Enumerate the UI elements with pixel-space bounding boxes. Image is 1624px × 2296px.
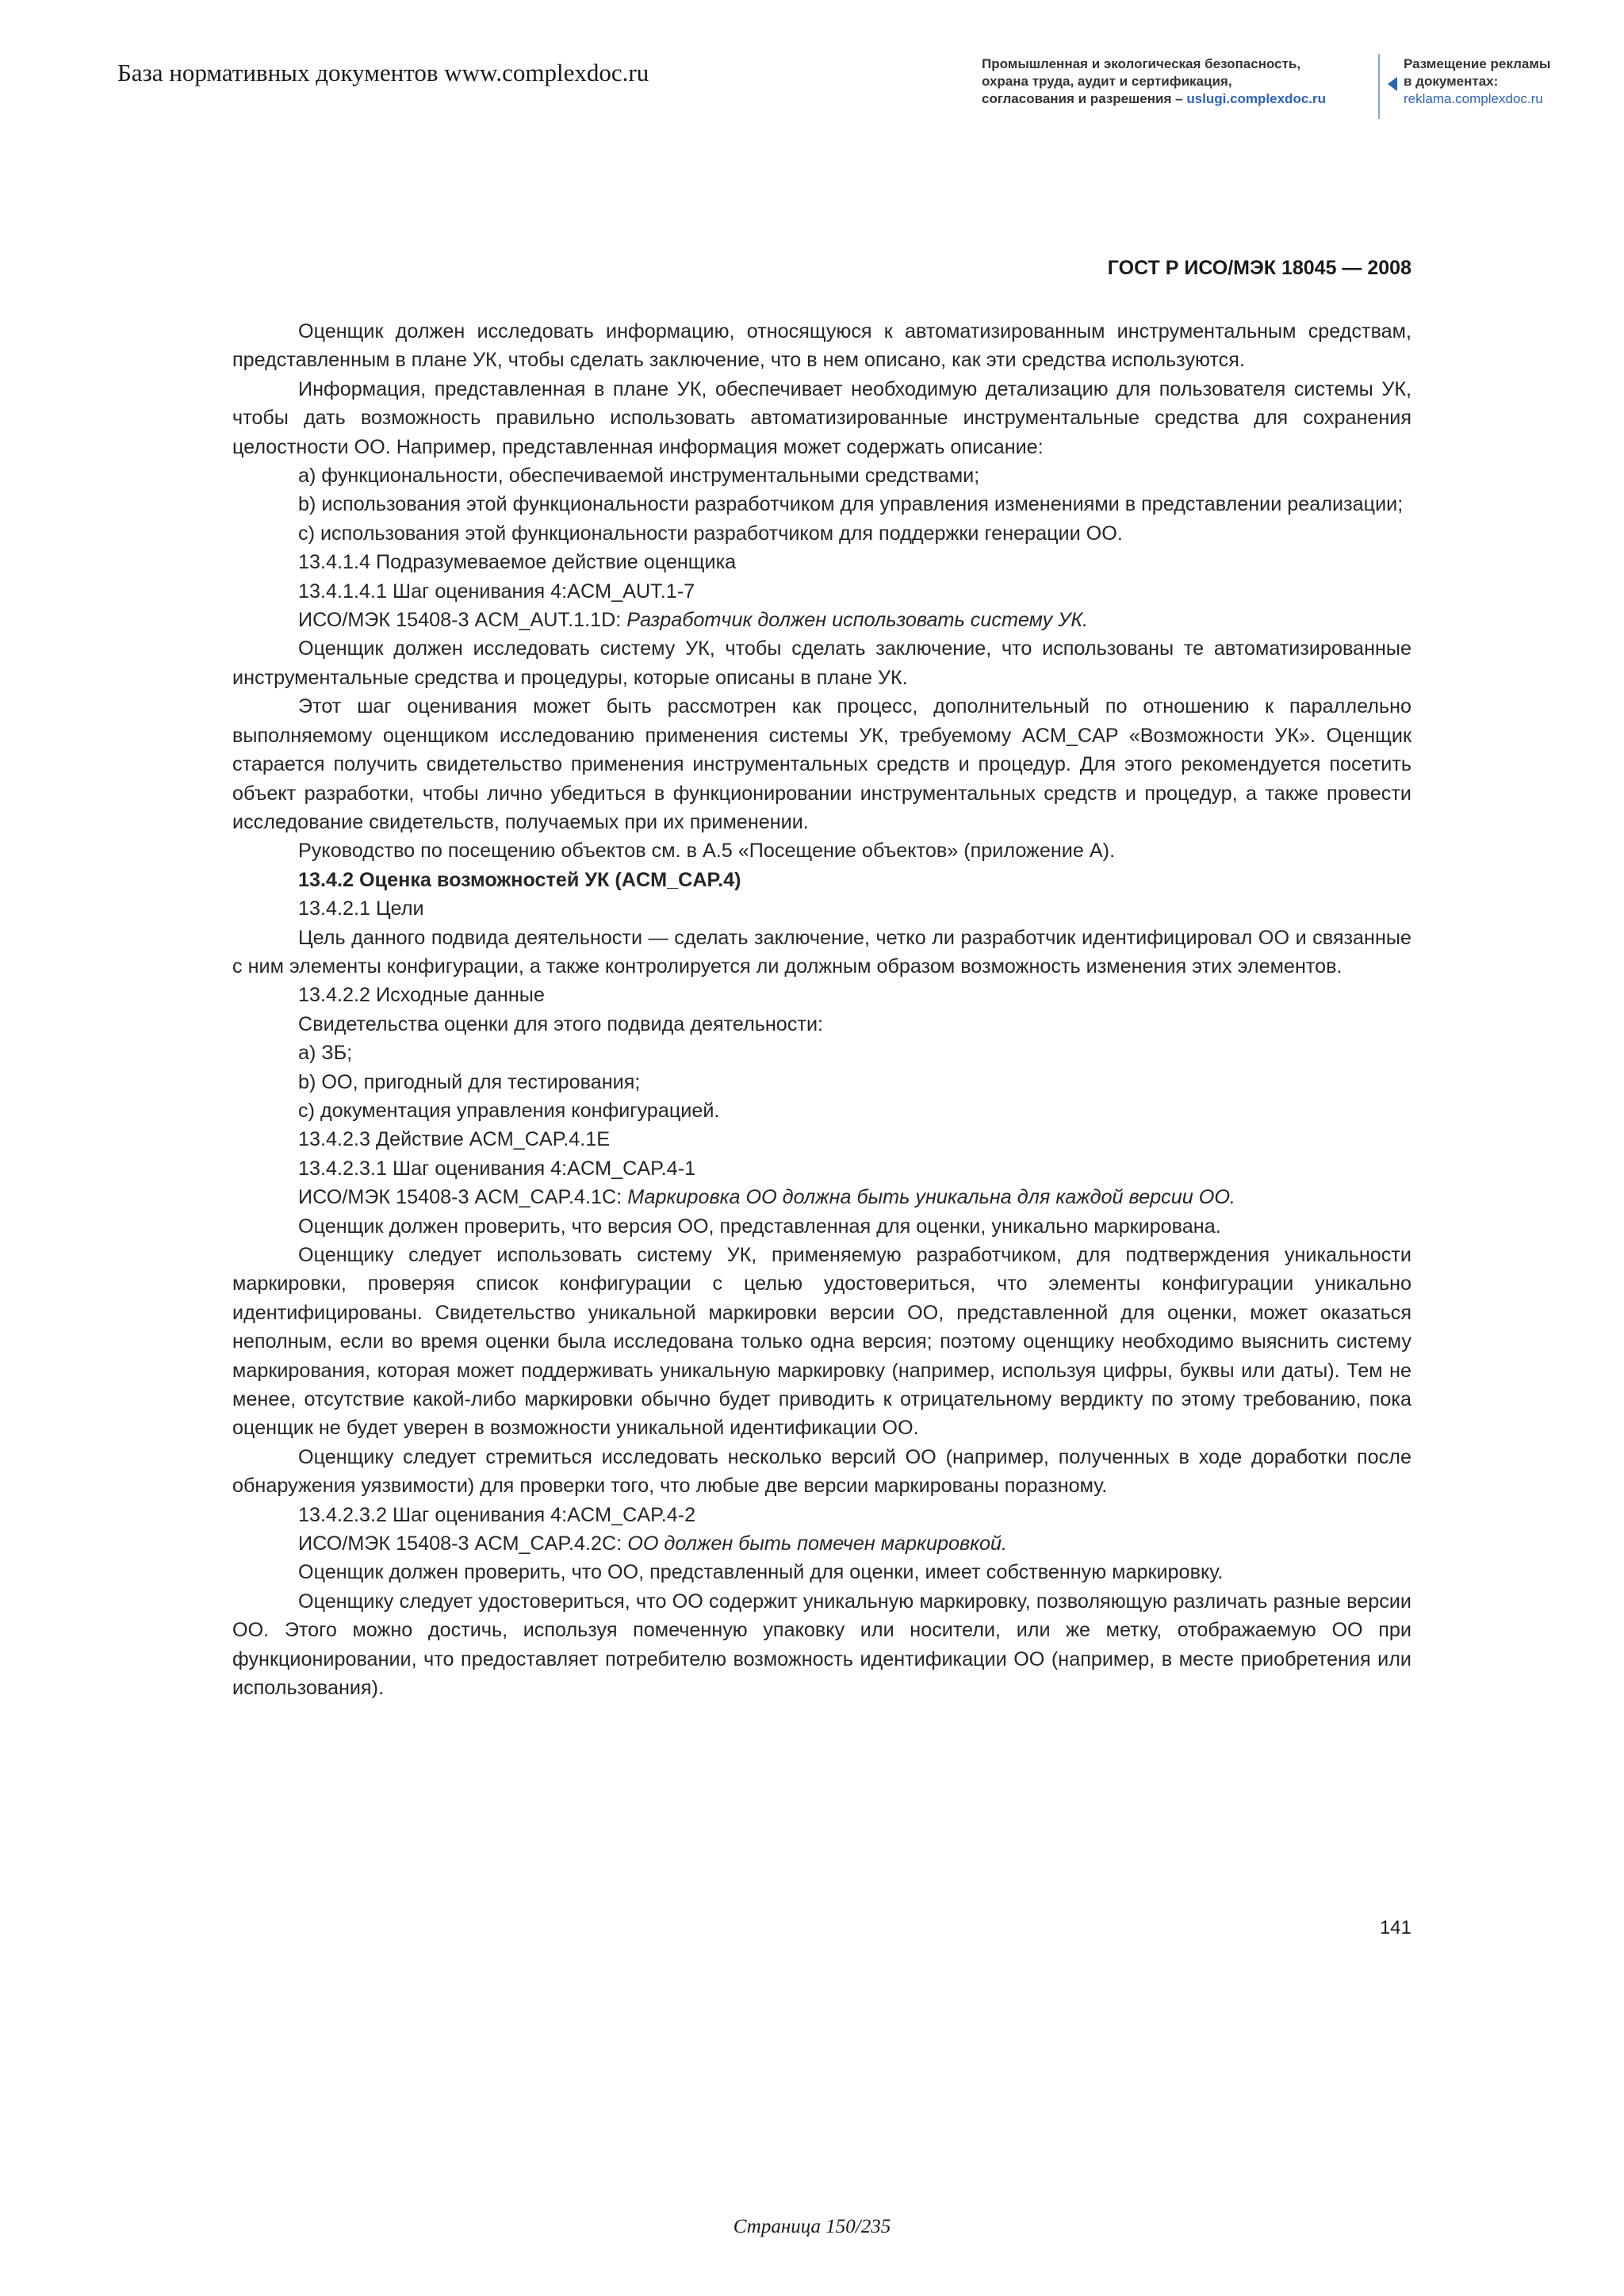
requirement-id: ИСО/МЭК 15408-3 ACM_CAP.4.1C: xyxy=(298,1186,628,1209)
paragraph: Руководство по посещению объектов см. в А.5 «Посещение объектов» (приложение А). xyxy=(298,840,1116,863)
paragraph: Оценщик должен исследовать систему УК, чтобы сделать заключение, что использованы те автоматизированные инструментальные средства и процедуры, которые описаны в плане УК. xyxy=(232,637,1411,689)
clause-heading: 13.4.1.4.1 Шаг оценивания 4:ACM_AUT.1-7 xyxy=(298,580,695,603)
paragraph: Свидетельства оценки для этого подвида деятельности: xyxy=(298,1012,824,1035)
clause-heading: 13.4.2.3.1 Шаг оценивания 4:ACM_CAP.4-1 xyxy=(298,1157,696,1180)
paragraph: Оценщик должен исследовать информацию, относящуюся к автоматизированным инструментальным средствам, представленным в плане УК, чтобы сделать заключение, что в нем описано, как эти средства используются. xyxy=(232,320,1411,372)
ad-subtitle: в документах: xyxy=(1404,74,1499,89)
list-item: c) использования этой функциональности разработчиком для поддержки генерации ОО. xyxy=(298,522,1123,545)
clause-heading: 13.4.2.3.2 Шаг оценивания 4:ACM_CAP.4-2 xyxy=(298,1503,696,1526)
ad-link[interactable]: reklama.complexdoc.ru xyxy=(1404,91,1543,106)
paragraph: Информация, представленная в плане УК, обеспечивает необходимую детализацию для пользователя системы УК, чтобы дать возможность правильно использовать автоматизированные инструментальные средства для сохранения целостности ОО. Например, представленная информация может содержать описание: xyxy=(232,377,1411,458)
paragraph: Оценщику следует стремиться исследовать несколько версий ОО (например, полученных в ходе доработки после обнаружения уязвимости) для проверки того, что любые две версии маркированы поразному. xyxy=(232,1445,1411,1498)
arrow-left-icon xyxy=(1388,77,1397,91)
document-code: ГОСТ Р ИСО/МЭК 18045 — 2008 xyxy=(1107,257,1411,279)
ad-title: Размещение рекламы xyxy=(1404,56,1551,71)
page-number: 141 xyxy=(1379,1917,1411,1938)
list-item: a) функциональности, обеспечиваемой инструментальными средствами; xyxy=(298,465,980,488)
clause-heading: 13.4.2.2 Исходные данные xyxy=(298,984,545,1007)
list-item: b) использования этой функциональности разработчиком для управления изменениями в представлении реализации; xyxy=(298,493,1404,516)
clause-heading: 13.4.1.4 Подразумеваемое действие оценщика xyxy=(298,551,737,574)
promo-line: охрана труда, аудит и сертификация, xyxy=(982,74,1232,89)
document-body xyxy=(232,317,1411,1703)
footer-page-label: Страница 150/235 xyxy=(733,2216,891,2237)
requirement-id: ИСО/МЭК 15408-3 ACM_CAP.4.2C: xyxy=(298,1533,628,1556)
header-divider xyxy=(1378,54,1380,119)
paragraph: Цель данного подвида деятельности — сделать заключение, четко ли разработчик идентифицировал ОО и связанные с ним элементы конфигурации, а также контролируется ли должным образом возможность изменения этих элементов. xyxy=(232,926,1411,978)
list-item: a) ЗБ; xyxy=(298,1042,353,1065)
requirement-text: ОО должен быть помечен маркировкой. xyxy=(627,1533,1008,1556)
requirement-ref xyxy=(232,1183,1411,1211)
services-link[interactable]: uslugi.complexdoc.ru xyxy=(1186,91,1327,106)
requirement-text: Маркировка ОО должна быть уникальна для каждой версии ОО. xyxy=(627,1186,1235,1209)
clause-heading: 13.4.2.1 Цели xyxy=(298,897,424,920)
section-heading: 13.4.2 Оценка возможностей УК (ACM_CAP.4) xyxy=(298,868,741,891)
advertising-block xyxy=(1389,55,1588,108)
list-item: b) ОО, пригодный для тестирования; xyxy=(298,1070,641,1093)
requirement-ref xyxy=(232,606,1411,634)
paragraph: Этот шаг оценивания может быть рассмотрен как процесс, дополнительный по отношению к параллельно выполняемому оценщиком исследованию применения системы УК, требуемому ACM_CAP «Возможности УК». Оценщик старается получить свидетельство применения инструментальных средств и процедур. Для этого рекомендуется посетить объект разработки, чтобы лично убедиться в функционировании инструментальных средств и процедур, а также провести исследование свидетельств, получаемых при их применении. xyxy=(232,695,1411,833)
list-item: c) документация управления конфигурацией. xyxy=(298,1099,720,1122)
paragraph: Оценщик должен проверить, что ОО, представленный для оценки, имеет собственную маркировку. xyxy=(298,1561,1224,1584)
promo-line xyxy=(982,90,1362,108)
requirement-ref xyxy=(232,1529,1411,1558)
paragraph: Оценщику следует использовать систему УК, применяемую разработчиком, для подтверждения уникальности маркировки, проверяя список конфигурации с целью удостовериться, что элементы конфигурации уникально идентифицированы. Свидетельство уникальной маркировки версии ОО, представленной для оценки, может оказаться неполным, если во время оценки была исследована только одна версия; поэтому оценщику необходимо выяснить систему маркирования, которая может поддерживать уникальную маркировку (например, используя цифры, буквы или даты). Тем не менее, отсутствие какой-либо маркировки обычно будет приводить к отрицательному вердикту по этому требованию, пока оценщик не будет уверен в возможности уникальной идентификации ОО. xyxy=(232,1244,1411,1440)
promo-text: согласования и разрешения – xyxy=(982,91,1187,106)
requirement-text: Разработчик должен использовать систему УК. xyxy=(626,609,1089,632)
promo-line: Промышленная и экологическая безопасность, xyxy=(982,56,1301,71)
paragraph: Оценщик должен проверить, что версия ОО, представленная для оценки, уникально маркирована. xyxy=(298,1215,1221,1238)
clause-heading: 13.4.2.3 Действие ACM_CAP.4.1E xyxy=(298,1128,611,1151)
requirement-id: ИСО/МЭК 15408-3 ACM_AUT.1.1D: xyxy=(298,609,627,632)
site-title: База нормативных документов www.complexdoc.ru xyxy=(117,59,649,86)
services-promo xyxy=(982,55,1362,108)
paragraph: Оценщику следует удостовериться, что ОО содержит уникальную маркировку, позволяющую различать разные версии ОО. Этого можно достичь, используя помеченную упаковку или носители, или же метку, отображаемую ОО при функционировании, что предоставляет потребителю возможность идентификации ОО (например, в месте приобретения или использования). xyxy=(232,1590,1411,1700)
